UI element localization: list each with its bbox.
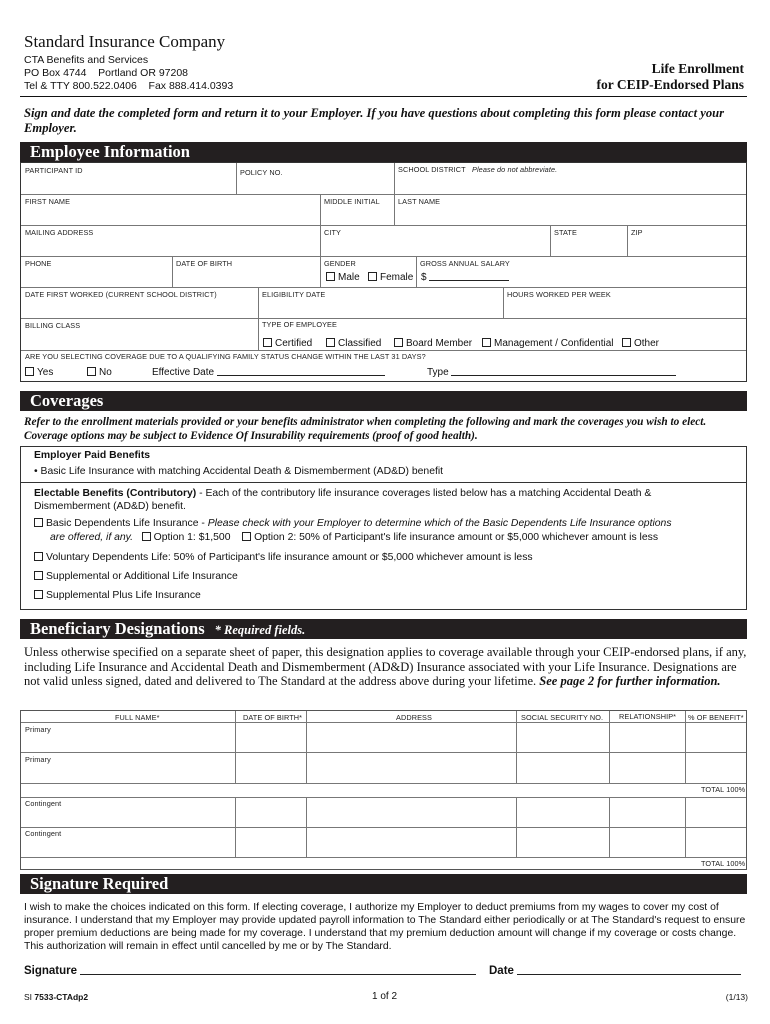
school-district-field[interactable] <box>398 175 743 193</box>
option-2[interactable]: Option 2: 50% of Participant's life insurance amount or $5,000 whichever amount is less <box>242 532 658 543</box>
address-line-2: PO Box 4744 Portland OR 97208 <box>24 67 189 79</box>
qualifying-yes-option[interactable]: Yes <box>25 367 53 378</box>
beneficiary-table <box>20 710 747 870</box>
header-divider <box>20 96 747 97</box>
gender-male-option[interactable]: Male <box>326 272 360 283</box>
contingent-row-1-label: Contingent <box>25 799 62 808</box>
supplemental-plus-option[interactable]: Supplemental Plus Life Insurance <box>34 590 201 601</box>
basic-dependents-checkbox[interactable] <box>34 518 43 527</box>
type-other-option[interactable]: Other <box>622 338 659 349</box>
type-certified-option[interactable]: Certified <box>263 338 312 349</box>
phone-label: PHONE <box>25 259 52 268</box>
type-other-checkbox[interactable] <box>622 338 631 347</box>
participant-id-field[interactable] <box>25 175 233 193</box>
qualifying-no-checkbox[interactable] <box>87 367 96 376</box>
col-percent-benefit: % OF BENEFIT* <box>688 713 744 722</box>
primary-row-2-label: Primary <box>25 755 51 764</box>
employee-info-grid <box>20 162 747 382</box>
primary-row-1-label: Primary <box>25 725 51 734</box>
intro-instructions: Sign and date the completed form and return it to your Employer. If you have questions about completing this form please contact your Employer. <box>24 106 725 135</box>
effective-date-field[interactable]: Effective Date <box>152 367 385 378</box>
participant-id-label: PARTICIPANT ID <box>25 166 83 175</box>
col-ssn: SOCIAL SECURITY NO. <box>521 713 604 722</box>
middle-initial-label: MIDDLE INITIAL <box>324 197 380 206</box>
type-management-option[interactable]: Management / Confidential <box>482 338 614 349</box>
voluntary-dependents-option[interactable]: Voluntary Dependents Life: 50% of Participant's life insurance amount or $5,000 whichever amount is less <box>34 552 533 563</box>
gender-female-checkbox[interactable] <box>368 272 377 281</box>
city-label: CITY <box>324 228 342 237</box>
col-address: ADDRESS <box>396 713 432 722</box>
eligibility-date-label: ELIGIBILITY DATE <box>262 290 326 299</box>
contingent-1-full-name-field[interactable] <box>22 807 234 825</box>
salary-field[interactable]: $ <box>421 272 509 283</box>
hours-per-week-label: HOURS WORKED PER WEEK <box>507 290 611 299</box>
billing-class-field[interactable] <box>25 330 255 348</box>
page-number: 1 of 2 <box>372 991 398 1002</box>
primary-total-label: TOTAL 100% <box>701 785 746 794</box>
zip-field[interactable] <box>631 237 743 255</box>
hours-per-week-field[interactable] <box>507 299 743 317</box>
employer-paid-item: • Basic Life Insurance with matching Accidental Death & Dismemberment (AD&D) benefit <box>34 466 444 477</box>
form-number: SI 7533-CTAdp2 <box>24 992 89 1002</box>
qualifying-no-option[interactable]: No <box>87 367 112 378</box>
date-first-worked-field[interactable] <box>25 299 255 317</box>
primary-1-full-name-field[interactable] <box>22 733 234 751</box>
type-board-member-checkbox[interactable] <box>394 338 403 347</box>
supplemental-checkbox[interactable] <box>34 571 43 580</box>
option-1-checkbox[interactable] <box>142 532 151 541</box>
signature-authorization-text: I wish to make the choices indicated on this form. If electing coverage, I authorize my Employer to deduct premiums from my wages to cover my cost of insurance. I understand that my Employer may provide updated payroll information to The Standard either periodically or at The Standard's request to ensure proper premium deductions are being made for my coverage. I understand that my premium deduction amount will change if my coverage or costs change. This authorization will remain in effect until cancelled by me or by The Standard. <box>24 902 746 952</box>
city-field[interactable] <box>324 237 546 255</box>
policy-no-label: POLICY NO. <box>240 168 283 177</box>
option-1[interactable]: Option 1: $1,500 <box>142 532 231 543</box>
type-certified-checkbox[interactable] <box>263 338 272 347</box>
col-relationship: RELATIONSHIP* <box>619 712 677 721</box>
last-name-label: LAST NAME <box>398 197 441 206</box>
eligibility-date-field[interactable] <box>262 299 500 317</box>
option-2-checkbox[interactable] <box>242 532 251 541</box>
type-classified-option[interactable]: Classified <box>326 338 381 349</box>
section-beneficiary-designations: Beneficiary Designations * Required fields. <box>20 619 747 639</box>
mailing-address-field[interactable] <box>25 237 317 255</box>
section-signature-required: Signature Required <box>20 874 747 894</box>
form-title-line-1: Life Enrollment <box>651 61 744 76</box>
col-full-name: FULL NAME* <box>115 713 160 722</box>
employer-paid-heading: Employer Paid Benefits <box>34 450 151 461</box>
address-line-1: CTA Benefits and Services <box>24 54 149 66</box>
type-classified-checkbox[interactable] <box>326 338 335 347</box>
type-of-employee-label: TYPE OF EMPLOYEE <box>262 320 337 329</box>
dob-field[interactable] <box>176 268 316 286</box>
last-name-field[interactable] <box>398 206 743 224</box>
school-district-label: SCHOOL DISTRICT Please do not abbreviate. <box>398 165 558 174</box>
primary-2-full-name-field[interactable] <box>22 763 234 781</box>
address-line-3: Tel & TTY 800.522.0406 Fax 888.414.0393 <box>24 80 234 92</box>
form-title-line-2: for CEIP-Endorsed Plans <box>596 77 744 92</box>
dob-label: DATE OF BIRTH <box>176 259 233 268</box>
qualifying-yes-checkbox[interactable] <box>25 367 34 376</box>
gender-male-checkbox[interactable] <box>326 272 335 281</box>
supplemental-plus-checkbox[interactable] <box>34 590 43 599</box>
basic-dependents-option[interactable]: Basic Dependents Life Insurance - Please check with your Employer to determine which of the Basic Dependents Life Insurance options <box>34 518 672 529</box>
bullet-icon: • <box>34 466 38 477</box>
billing-class-label: BILLING CLASS <box>25 321 81 330</box>
section-coverages: Coverages <box>20 391 747 411</box>
first-name-field[interactable] <box>25 206 317 224</box>
mailing-address-label: MAILING ADDRESS <box>25 228 94 237</box>
state-field[interactable] <box>554 237 624 255</box>
voluntary-dependents-checkbox[interactable] <box>34 552 43 561</box>
date-field[interactable]: Date <box>489 965 741 977</box>
contingent-2-full-name-field[interactable] <box>22 837 234 855</box>
company-name: Standard Insurance Company <box>24 32 226 51</box>
first-name-label: FIRST NAME <box>25 197 71 206</box>
type-management-checkbox[interactable] <box>482 338 491 347</box>
supplemental-option[interactable]: Supplemental or Additional Life Insurance <box>34 571 238 582</box>
type-board-member-option[interactable]: Board Member <box>394 338 472 349</box>
phone-field[interactable] <box>25 268 169 286</box>
zip-label: ZIP <box>631 228 643 237</box>
date-first-worked-label: DATE FIRST WORKED (CURRENT SCHOOL DISTRICT) <box>25 290 217 299</box>
signature-field[interactable]: Signature <box>24 965 476 977</box>
basic-dependents-options-row: are offered, if any. Option 1: $1,500 Option 2: 50% of Participant's life insurance amount or $5,000 whichever amount is less <box>50 532 659 543</box>
qualifying-change-question: ARE YOU SELECTING COVERAGE DUE TO A QUALIFYING FAMILY STATUS CHANGE WITHIN THE LAST 31 DAYS? <box>25 352 426 361</box>
gender-label: GENDER <box>324 259 356 268</box>
gender-female-option[interactable]: Female <box>368 272 413 283</box>
policy-no-field[interactable] <box>240 177 390 193</box>
revision-date: (1/13) <box>725 992 748 1002</box>
electable-benefits-description: Electable Benefits (Contributory) - Each of the contributory life insurance coverages listed below has a matching Accidental Death & <box>34 488 652 499</box>
contingent-total-label: TOTAL 100% <box>701 859 746 868</box>
section-employee-information: Employee Information <box>20 142 747 162</box>
beneficiary-instructions: Unless otherwise specified on a separate sheet of paper, this designation applies to coverage available through your CEIP-endorsed plans, if any, including Life Insurance and Accidental Death and Dismemberment (AD&D) Insurance associated with your Life Insurance. Designations are not valid unless signed, dated and delivered to The Standard at the address above during your lifetime. See page 2 for further information. <box>24 645 747 688</box>
coverages-instructions: Refer to the enrollment materials provided or your benefits administrator when completing the following and mark the coverages you wish to elect. Coverage options may be subject to Evidence Of Insurability requirements (proof of good health). <box>24 416 707 442</box>
state-label: STATE <box>554 228 577 237</box>
electable-benefits-description-2: Dismemberment (AD&D) benefit. <box>34 501 186 512</box>
salary-label: GROSS ANNUAL SALARY <box>420 259 510 268</box>
col-date-of-birth: DATE OF BIRTH* <box>243 713 303 722</box>
qualifying-type-field[interactable]: Type <box>427 367 676 378</box>
middle-initial-field[interactable] <box>324 206 390 224</box>
contingent-row-2-label: Contingent <box>25 829 62 838</box>
